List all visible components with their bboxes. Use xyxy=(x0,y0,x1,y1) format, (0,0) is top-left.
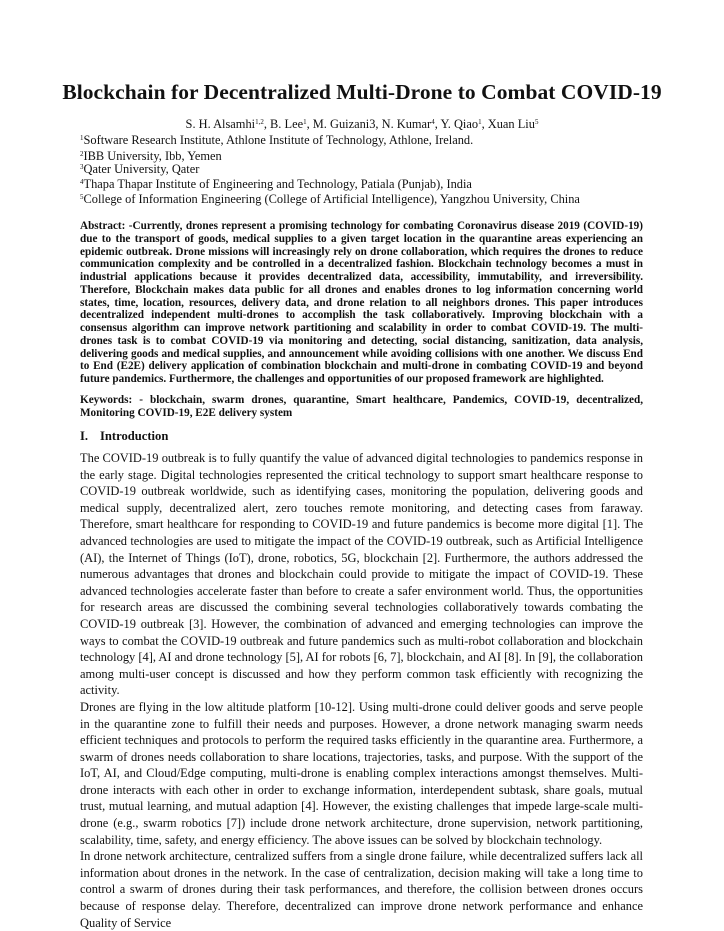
author: S. H. Alsamhi$^{1,2}$, xyxy=(185,117,271,131)
section-number: I. xyxy=(80,429,89,443)
author: Y. Qiao$^1$, xyxy=(440,117,488,131)
section-heading xyxy=(80,429,168,444)
author: M. Guizani3, xyxy=(312,117,382,131)
affiliation: $^2$IBB University, Ibb, Yemen xyxy=(80,149,222,163)
paragraph: The COVID-19 outbreak is to fully quantify the value of advanced digital technologies to pandemics response in the early stage. Digital technologies represented the critical technology to support smart healthcare response to COVID-19 outbreak worldwide, such as identifying cases, monitoring the population, delivering goods and medical supply, decentralized alert, zero touches remote monitoring, and detecting cases from faraway. Therefore, smart healthcare for responding to COVID-19 and future pandemics is become more digital [1]. The advanced technologies are used to mitigate the impact of the COVID-19 outbreak, such as Artificial Intelligence (AI), the Internet of Things (IoT), drone, robotics, 5G, blockchain [2]. Furthermore, the authors addressed the numerous advantages that drones and blockchain could provide to mitigate the impact of COVID-19. These advanced technologies accelerate faster than before to create a safer environment world. Thus, the opportunities for research areas are discussed the combining several technologies collaboratively towards combating the COVID-19 outbreak [3]. However, the combination of advanced and emerging technologies can improve the ways to combat the COVID-19 outbreak and future pandemics such as multi-robot collaboration and blockchain technology [4], AI and drone technology [5], AI for robots [6, 7], blockchain, and AI [8]. In [9], the collaboration among multi-user concept is discussed and how they perform common task efficiently with recognizing the activity. xyxy=(80,451,643,698)
body-text xyxy=(80,450,643,931)
affiliation: $^5$College of Information Engineering (College of Artificial Intelligence), Yangzhou University, China xyxy=(80,192,580,206)
paragraph: In drone network architecture, centralized suffers from a single drone failure, while decentralized suffers lack all information about drones in the network. In the case of centralization, decision making will take a long time to control a swarm of drones during their task performances, and therefore, the collision between drones occurs because of response delay. Therefore, decentralized can improve drone network performance and enhance Quality of Service xyxy=(80,849,643,930)
author-list xyxy=(0,117,724,132)
paragraph: Drones are flying in the low altitude platform [10-12]. Using multi-drone could deliver goods and serve people in the quarantine zone to fulfill their needs and purposes. However, a drone network managing swarm needs efficient techniques and protocols to perform the required tasks efficiently in the quarantine area. Furthermore, a swarm of drones needs collaboration to share locations, trajectories, tasks, and purpose. With the support of the IoT, AI, and Cloud/Edge computing, multi-drone is enabling complex interactions amongst themselves. Multi-drone interacts with each other in order to exchange information, interdependent subtask, share goals, mutual trust, mutual learning, and mutual adaption [4]. However, the existing challenges that impede large-scale multi-drone (e.g., swarm robotics [7]) include drone network architecture, drone supervision, network partitioning, scalability, time, safety, and energy efficiency. The above issues can be solved by blockchain technology. xyxy=(80,699,643,847)
abstract: Abstract: -Currently, drones represent a promising technology for combating Coronavirus disease 2019 (COVID-19) due to the transport of goods, medical supplies to a given target location in the quarantine areas experiencing an epidemic outbreak. Drone missions will increasingly rely on drone collaboration, which requires the drones to reduce communication complexity and be controlled in a decentralized fashion. Blockchain technology becomes a must in industrial applications because it provides decentralized data, accessibility, immutability, and irreversibility. Therefore, Blockchain makes data public for all drones and enables drones to log information concerning world states, time, location, resources, delivery data, and drone relation to all neighbors drones. This paper introduces decentralized independent multi-drones to accomplish the task collaboratively. Improving blockchain with a consensus algorithm can improve network partitioning and scalability in order to combat COVID-19. The multi-drones task is to combat COVID-19 via monitoring and detecting, social distancing, sanitization, data analysis, delivering goods and medical supplies, and announcement while avoiding collisions with one another. We discuss End to End (E2E) delivery application of combination blockchain and multi-drone in combating COVID-19 and beyond future pandemics. Furthermore, the challenges and opportunities of our proposed framework are highlighted. xyxy=(80,220,643,385)
section-title: Introduction xyxy=(100,429,169,443)
author: B. Lee$^1$, xyxy=(270,117,313,131)
affiliation: $^4$Thapa Thapar Institute of Engineering and Technology, Patiala (Punjab), India xyxy=(80,177,472,191)
affiliation: $^3$Qater University, Qater xyxy=(80,162,200,176)
keywords: Keywords: - blockchain, swarm drones, quarantine, Smart healthcare, Pandemics, COVID-19, decentralized, Monitoring COVID-19, E2E delivery system xyxy=(80,394,643,419)
author: Xuan Liu$^5$ xyxy=(487,117,539,131)
affiliation: $^1$Software Research Institute, Athlone Institute of Technology, Athlone, Ireland. xyxy=(80,133,474,147)
paper-title: Blockchain for Decentralized Multi-Drone to Combat COVID-19 xyxy=(62,80,662,104)
author: N. Kumar$^4$, xyxy=(381,117,441,131)
